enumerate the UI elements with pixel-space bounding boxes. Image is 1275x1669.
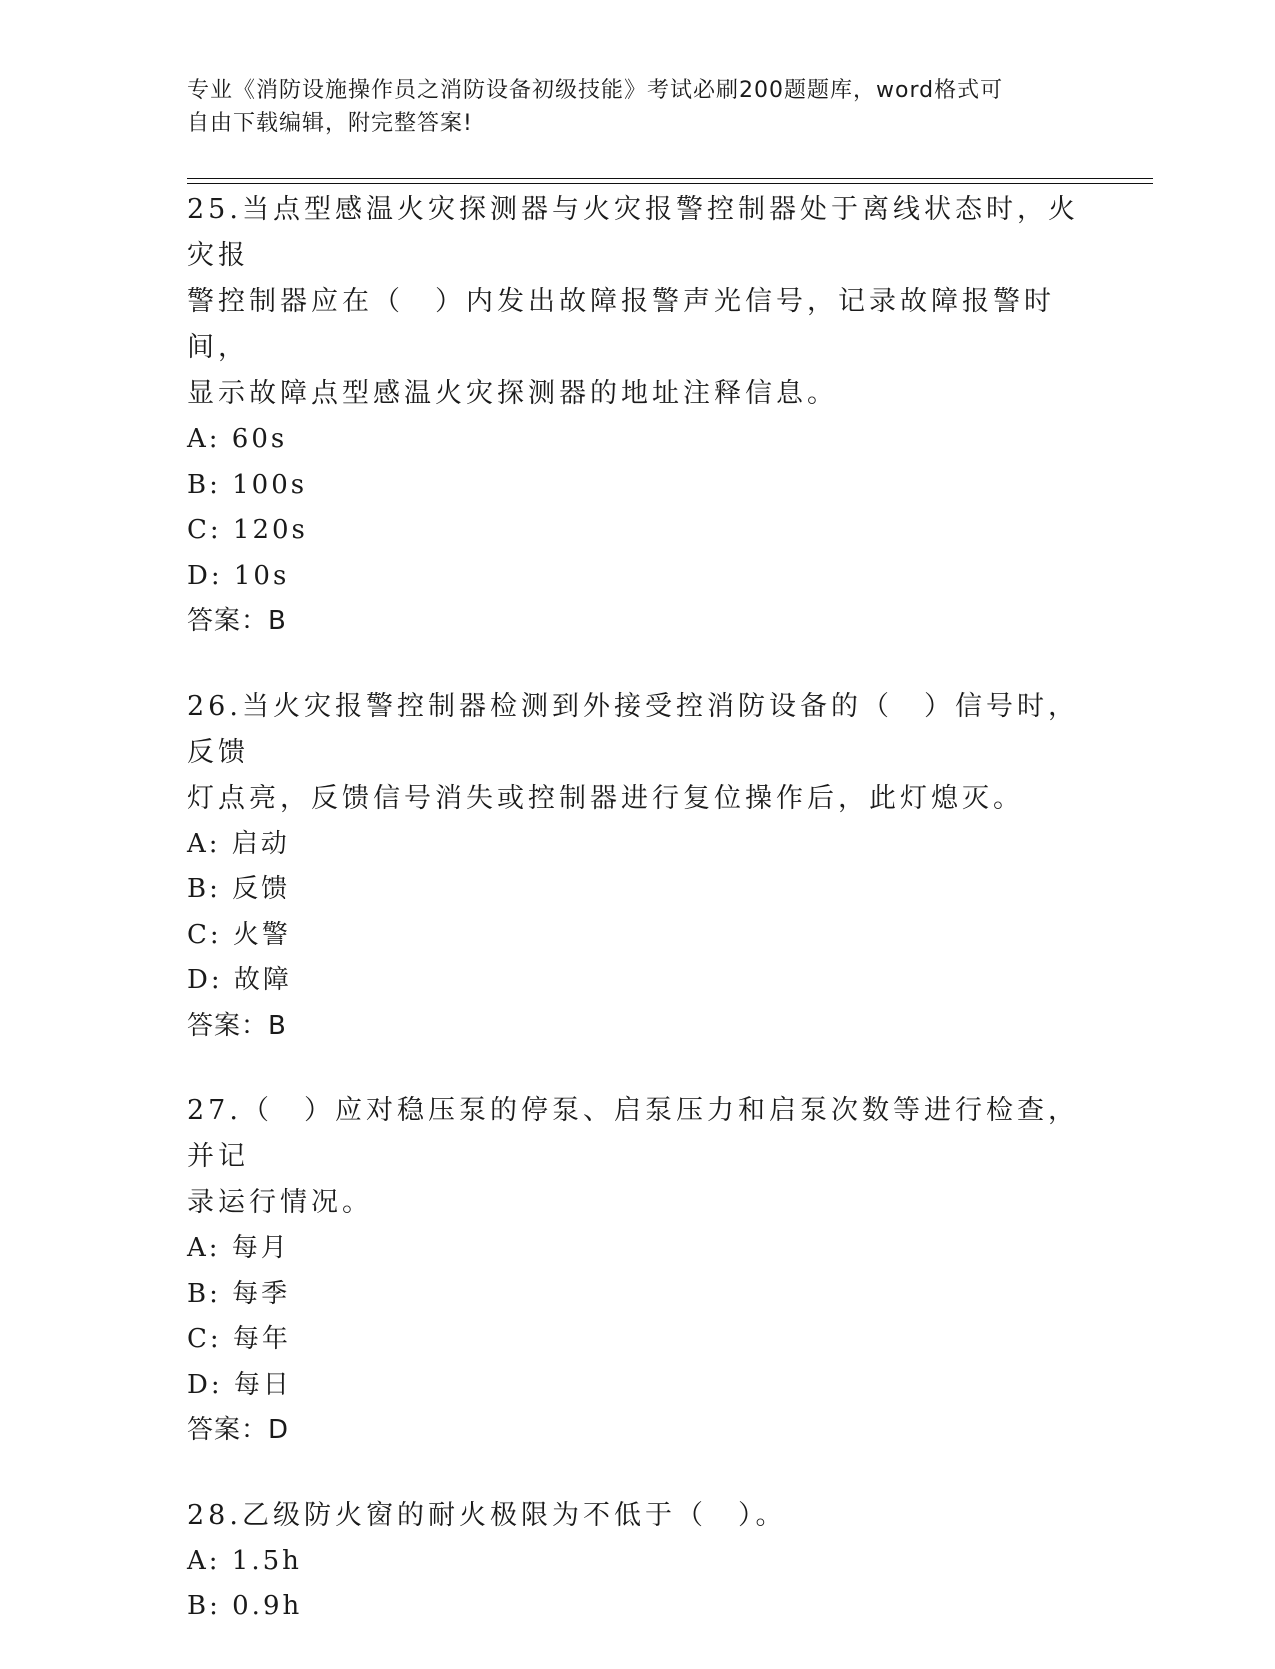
- header-line-1: 专业《消防设施操作员之消防设备初级技能》考试必刷200题题库，word格式可: [187, 78, 1004, 103]
- question-text-line: 显示故障点型感温火灾探测器的地址注释信息。: [187, 378, 838, 409]
- option-a: A: 每月: [187, 1233, 290, 1263]
- option-b: B: 反馈: [187, 874, 291, 904]
- option-c: C: 120s: [187, 515, 308, 545]
- option-c: C: 每年: [187, 1324, 291, 1354]
- header-divider-bottom: [187, 183, 1153, 184]
- question-25: [187, 187, 1087, 645]
- question-text-line: 警控制器应在（ ）内发出故障报警声光信号，记录故障报警时间，: [187, 286, 1055, 363]
- question-text-line: 27.（ ）应对稳压泵的停泵、启泵压力和启泵次数等进行检查，并记: [187, 1095, 1079, 1172]
- header-line-2: 自由下载编辑，附完整答案!: [187, 111, 473, 136]
- question-27: [187, 1088, 1087, 1454]
- question-28: [187, 1493, 1087, 1630]
- option-d: D: 每日: [187, 1369, 292, 1400]
- option-d: D: 10s: [187, 560, 290, 591]
- question-text-line: 灯点亮，反馈信号消失或控制器进行复位操作后，此灯熄灭。: [187, 782, 1024, 814]
- answer-line: 答案：B: [187, 1010, 287, 1041]
- option-a: A: 60s: [187, 424, 288, 454]
- question-text-line: 录运行情况。: [187, 1187, 373, 1218]
- option-a: A: 1.5h: [187, 1545, 302, 1576]
- option-d: D: 故障: [187, 965, 292, 995]
- option-b: B: 0.9h: [187, 1591, 303, 1621]
- question-list: [187, 187, 1087, 1669]
- question-text-line: 28.乙级防火窗的耐火极限为不低于（ ）。: [187, 1499, 787, 1531]
- question-26: [187, 684, 1087, 1050]
- option-b: B: 100s: [187, 469, 308, 500]
- header-divider-top: [187, 178, 1153, 179]
- option-a: A: 启动: [187, 828, 290, 859]
- option-b: B: 每季: [187, 1278, 291, 1309]
- question-text-line: 26.当火灾报警控制器检测到外接受控消防设备的（ ）信号时，反馈: [187, 690, 1079, 768]
- answer-line: 答案：D: [187, 1415, 290, 1445]
- question-text-line: 25.当点型感温火灾探测器与火灾报警控制器处于离线状态时，火灾报: [187, 194, 1079, 271]
- option-c: C: 火警: [187, 919, 291, 950]
- answer-line: 答案：B: [187, 606, 287, 636]
- document-header: [187, 74, 1067, 140]
